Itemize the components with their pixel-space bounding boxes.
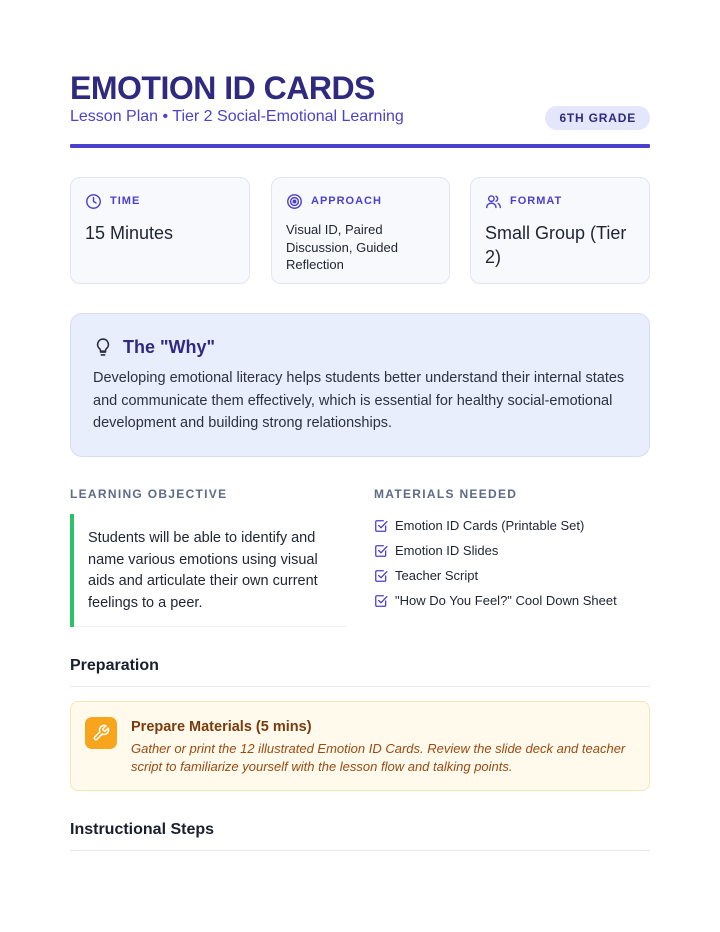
wrench-icon xyxy=(92,724,110,742)
target-icon xyxy=(286,193,303,210)
format-card xyxy=(470,177,650,284)
objective-heading: LEARNING OBJECTIVE xyxy=(70,487,228,501)
approach-label: APPROACH xyxy=(311,195,382,207)
check-square-icon xyxy=(374,544,388,558)
prepare-materials-text: Gather or print the 12 illustrated Emotion ID Cards. Review the slide deck and teacher script to familiarize yourself with the lesson flow and talking points. xyxy=(131,741,626,774)
check-square-icon xyxy=(374,519,388,533)
users-icon xyxy=(485,193,502,210)
format-value: Small Group (Tier 2) xyxy=(485,223,627,267)
list-item xyxy=(374,588,650,613)
material-label: "How Do You Feel?" Cool Down Sheet xyxy=(395,593,617,608)
material-label: Emotion ID Slides xyxy=(395,543,499,558)
prepare-materials-title: Prepare Materials (5 mins) xyxy=(131,719,312,735)
approach-card xyxy=(271,177,450,284)
list-item xyxy=(374,538,650,563)
time-card xyxy=(70,177,250,284)
page-title: EMOTION ID CARDS xyxy=(70,70,375,106)
page-subtitle: Lesson Plan • Tier 2 Social-Emotional Learning xyxy=(70,108,404,125)
preparation-heading: Preparation xyxy=(70,657,159,674)
wrench-badge xyxy=(85,717,117,749)
check-square-icon xyxy=(374,594,388,608)
header-divider xyxy=(70,144,650,148)
list-item xyxy=(374,563,650,588)
time-label: TIME xyxy=(110,195,141,207)
clock-icon xyxy=(85,193,102,210)
objective-divider xyxy=(74,626,346,627)
material-label: Emotion ID Cards (Printable Set) xyxy=(395,518,585,533)
time-value: 15 Minutes xyxy=(85,223,174,243)
why-title: The "Why" xyxy=(123,336,216,357)
prepare-materials-callout xyxy=(70,701,650,791)
why-text: Developing emotional literacy helps students better understand their internal states and communicate them effectively, which is essential for healthy social-emotional development and building strong relationships. xyxy=(93,370,625,431)
materials-list xyxy=(374,513,650,613)
instructional-steps-divider xyxy=(70,850,650,851)
materials-heading: MATERIALS NEEDED xyxy=(374,487,518,501)
list-item xyxy=(374,513,650,538)
objective-text: Students will be able to identify and name various emotions using visual aids and articulate their own current feelings to a peer. xyxy=(70,514,346,627)
prepare-materials-body xyxy=(131,717,635,775)
check-square-icon xyxy=(374,569,388,583)
why-callout xyxy=(70,313,650,457)
format-label: FORMAT xyxy=(510,195,563,207)
material-label: Teacher Script xyxy=(395,568,479,583)
grade-badge: 6TH GRADE xyxy=(545,106,650,130)
lightbulb-icon xyxy=(93,337,113,357)
preparation-divider xyxy=(70,686,650,687)
approach-value: Visual ID, Paired Discussion, Guided Reflection xyxy=(286,222,398,272)
instructional-steps-heading: Instructional Steps xyxy=(70,821,215,838)
